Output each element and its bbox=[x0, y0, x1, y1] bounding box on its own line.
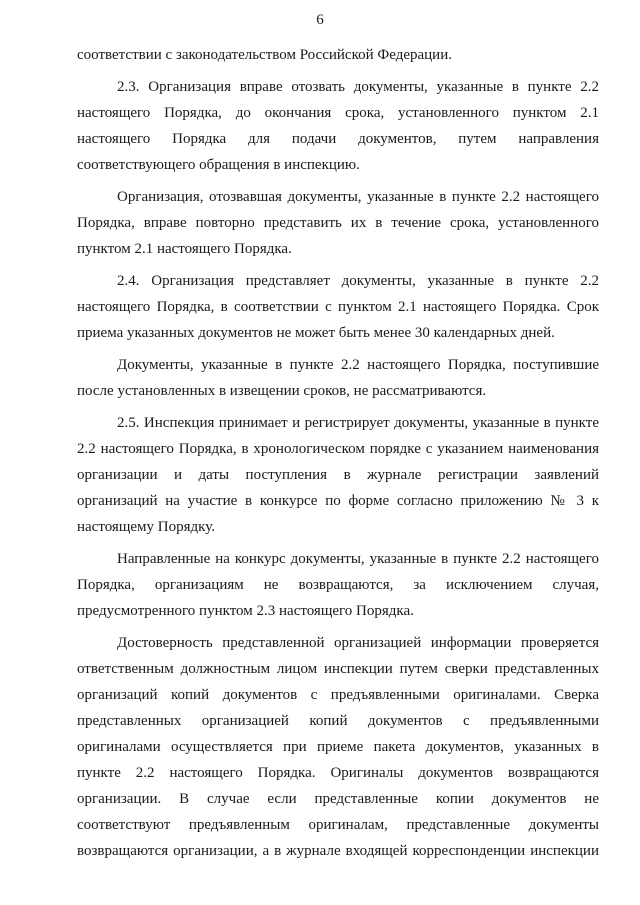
paragraph bbox=[77, 184, 599, 262]
text-line: ответственным должностным лицом инспекции путем сверки представленных bbox=[77, 661, 599, 677]
paragraph bbox=[77, 546, 599, 624]
text-line: Порядка, вправе повторно представить их в течение срока, установленного bbox=[77, 215, 599, 231]
text-line: настоящего Порядка, в соответствии с пунктом 2.1 настоящего Порядка. Срок bbox=[77, 299, 599, 315]
text-line: Достоверность представленной организацией информации проверяется bbox=[117, 635, 599, 651]
text-line: организаций на участие в конкурсе по форме согласно приложению № 3 к bbox=[77, 493, 599, 509]
text-line: 2.4. Организация представляет документы, указанные в пункте 2.2 bbox=[117, 273, 599, 289]
text-line: предусмотренного пунктом 2.3 настоящего Порядка. bbox=[77, 603, 414, 619]
text-line: настоящему Порядку. bbox=[77, 519, 215, 535]
paragraph bbox=[77, 268, 599, 346]
paragraph bbox=[77, 42, 599, 68]
text-line: Направленные на конкурс документы, указанные в пункте 2.2 настоящего bbox=[117, 551, 599, 567]
text-line: возвращаются организации, а в журнале входящей корреспонденции инспекции bbox=[77, 843, 599, 859]
paragraph bbox=[77, 352, 599, 404]
text-line: соответствуют предъявленным оригиналам, представленные документы bbox=[77, 817, 599, 833]
text-line: Организация, отозвавшая документы, указанные в пункте 2.2 настоящего bbox=[117, 189, 599, 205]
text-line: приема указанных документов не может быть менее 30 календарных дней. bbox=[77, 325, 555, 341]
text-line: после установленных в извещении сроков, не рассматриваются. bbox=[77, 383, 487, 399]
text-line: пунктом 2.1 настоящего Порядка. bbox=[77, 241, 292, 257]
text-line: организации. В случае если представленные копии документов не bbox=[77, 791, 599, 807]
text-line: соответствующего обращения в инспекцию. bbox=[77, 157, 360, 173]
document-body bbox=[77, 42, 599, 870]
paragraph bbox=[77, 74, 599, 178]
text-line: настоящего Порядка, до окончания срока, установленного пунктом 2.1 bbox=[77, 105, 599, 121]
text-line: Документы, указанные в пункте 2.2 настоящего Порядка, поступившие bbox=[117, 357, 599, 373]
paragraph bbox=[77, 630, 599, 864]
text-line: Порядка, организациям не возвращаются, за исключением случая, bbox=[77, 577, 599, 593]
text-line: пункте 2.2 настоящего Порядка. Оригиналы документов возвращаются bbox=[77, 765, 599, 781]
text-line: организаций копий документов с предъявленными оригиналами. Сверка bbox=[77, 687, 599, 703]
text-line: 2.2 настоящего Порядка, в хронологическом порядке с указанием наименования bbox=[77, 441, 599, 457]
page-number: 6 bbox=[316, 12, 324, 28]
text-line: 2.3. Организация вправе отозвать документы, указанные в пункте 2.2 bbox=[117, 79, 599, 95]
paragraph bbox=[77, 410, 599, 540]
text-line: оригиналами осуществляется при приеме пакета документов, указанных в bbox=[77, 739, 599, 755]
text-line: 2.5. Инспекция принимает и регистрирует документы, указанные в пункте bbox=[117, 415, 599, 431]
text-line: настоящего Порядка для подачи документов, путем направления bbox=[77, 131, 599, 147]
text-line: организации и даты поступления в журнале регистрации заявлений bbox=[77, 467, 599, 483]
text-line: представленных организацией копий документов с предъявленными bbox=[77, 713, 599, 729]
text-line: соответствии с законодательством Российской Федерации. bbox=[77, 47, 452, 63]
